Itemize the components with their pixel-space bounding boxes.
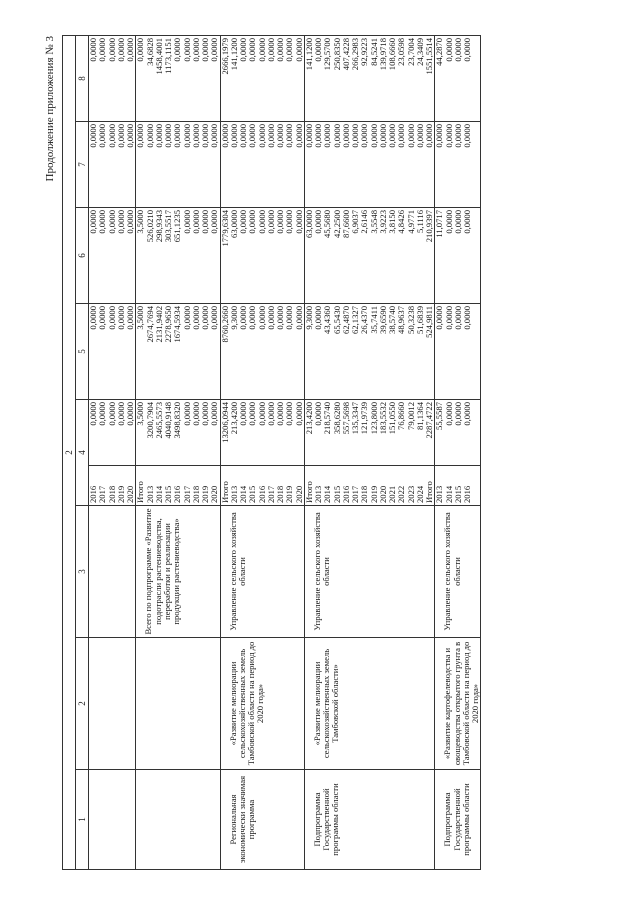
program-type-cell: Подпрограмма Государственной программы области xyxy=(435,770,481,870)
program-name-cell: «Развитие картофелеводства и овощеводства открытого грунта в Тамбовской области на период до 2020 года» xyxy=(435,638,481,770)
continuation-heading: Продолжение приложения № 3 xyxy=(44,36,56,182)
value-cell-c4: 55,5587 0,0000 0,0000 0,0000 xyxy=(435,400,481,466)
executor-cell xyxy=(89,506,136,638)
value-cell-c6: 1779,6304 63,0000 0,0000 0,0000 0,0000 0,0000 0,0000 0,0000 0,0000 xyxy=(220,208,304,304)
header-col-1: 1 xyxy=(76,770,89,870)
header-col-8: 8 xyxy=(76,35,89,121)
value-cell-c7: 0,0000 0,0000 0,0000 0,0000 xyxy=(435,122,481,208)
value-cell-c6: 11,0717 0,0000 0,0000 0,0000 xyxy=(435,208,481,304)
table-row xyxy=(435,35,481,869)
program-type-cell xyxy=(136,770,220,870)
value-cell-c4: 3,5000 3200,7904 2465,5573 4040,9148 3498,8320 0,0000 0,0000 0,0000 0,0000 xyxy=(136,400,220,466)
value-cell-c5: 9,3000 0,0000 43,4360 65,5430 62,4870 62,1327 26,4370 35,7411 39,6590 38,5740 48,9637 50,3238 51,6839 524,9811 xyxy=(304,304,435,400)
value-cell-c8: 0,0000 34,6828 1458,4001 1173,1151 0,0000 0,0000 0,0000 0,0000 0,0000 xyxy=(136,35,220,121)
year-cell: Итого 2013 2014 2015 2016 2017 2018 2019 2020 2021 2022 2023 2024 Итого xyxy=(304,466,435,506)
value-cell-c7: 0,0000 0,0000 0,0000 0,0000 0,0000 0,0000 0,0000 0,0000 0,0000 xyxy=(220,122,304,208)
header-span-cell: 2 xyxy=(63,35,76,869)
value-cell-c6: 0,0000 0,0000 0,0000 0,0000 0,0000 xyxy=(89,208,136,304)
program-name-cell xyxy=(89,638,136,770)
value-cell-c5: 0,0000 0,0000 0,0000 0,0000 0,0000 xyxy=(89,304,136,400)
year-cell: Итого 2013 2014 2015 2016 2017 2018 2019 2020 xyxy=(136,466,220,506)
header-row xyxy=(76,35,89,869)
header-col-4: 4 xyxy=(76,400,89,506)
year-cell: 2016 2017 2018 2019 2020 xyxy=(89,466,136,506)
program-name-cell: «Развитие мелиорации сельскохозяйственных земель Тамбовской области» xyxy=(304,638,435,770)
program-name-cell: «Развитие мелиорации сельскохозяйственных земель Тамбовской области на период до 2020 года» xyxy=(220,638,304,770)
value-cell-c7: 0,0000 0,0000 0,0000 0,0000 0,0000 0,0000 0,0000 0,0000 0,0000 xyxy=(136,122,220,208)
value-cell-c6: 63,0000 0,0000 45,5680 42,2500 87,6600 6,9037 2,6146 3,5548 3,9223 3,8150 4,8426 4,9771 5,1116 210,9397 xyxy=(304,208,435,304)
executor-cell: Управление сельского хозяйства области xyxy=(435,506,481,638)
table-row xyxy=(89,35,136,869)
year-cell: 2013 2014 2015 2016 xyxy=(435,466,481,506)
table-row xyxy=(304,35,435,869)
budget-table xyxy=(62,35,481,870)
header-col-2: 2 xyxy=(76,638,89,770)
table-row xyxy=(136,35,220,869)
value-cell-c8: 44,2870 0,0000 0,0000 0,0000 xyxy=(435,35,481,121)
value-cell-c5: 3,5000 2674,7694 2131,9402 2278,9650 1674,5934 0,0000 0,0000 0,0000 0,0000 xyxy=(136,304,220,400)
header-col-7: 7 xyxy=(76,122,89,208)
value-cell-c4: 213,4200 0,0000 218,5740 358,6280 557,5698 135,3347 121,9739 123,8000 183,5532 151,0550 76,8660 79,0012 81,1364 2287,4722 xyxy=(304,400,435,466)
program-type-cell: Региональная экономически значимая программа xyxy=(220,770,304,870)
value-cell-c6: 3,5000 526,0210 298,9343 303,5517 651,1235 0,0000 0,0000 0,0000 0,0000 xyxy=(136,208,220,304)
program-name-cell xyxy=(136,638,220,770)
value-cell-c8: 141,1200 0,0000 129,5700 250,8350 407,4228 266,2983 92,9223 84,5241 139,9718 108,6660 23,0598 23,7004 24,3409 1551,5514 xyxy=(304,35,435,121)
program-type-cell xyxy=(89,770,136,870)
value-cell-c8: 0,0000 0,0000 0,0000 0,0000 0,0000 xyxy=(89,35,136,121)
executor-cell: Управление сельского хозяйства области xyxy=(220,506,304,638)
value-cell-c8: 2666,1979 141,1200 0,0000 0,0000 0,0000 0,0000 0,0000 0,0000 0,0000 xyxy=(220,35,304,121)
value-cell-c5: 8760,2660 9,3000 0,0000 0,0000 0,0000 0,0000 0,0000 0,0000 0,0000 xyxy=(220,304,304,400)
executor-cell: Всего по подпрограмме «Развитие подотрасли растениеводства, переработки и реализации продукции растениеводства» xyxy=(136,506,220,638)
header-span-row xyxy=(63,35,76,869)
value-cell-c5: 0,0000 0,0000 0,0000 0,0000 xyxy=(435,304,481,400)
value-cell-c7: 0,0000 0,0000 0,0000 0,0000 0,0000 0,0000 0,0000 0,0000 0,0000 0,0000 0,0000 0,0000 0,0000 0,0000 xyxy=(304,122,435,208)
year-cell: Итого 2013 2014 2015 2016 2017 2018 2019 2020 xyxy=(220,466,304,506)
value-cell-c7: 0,0000 0,0000 0,0000 0,0000 0,0000 xyxy=(89,122,136,208)
header-col-6: 6 xyxy=(76,208,89,304)
header-col-5: 5 xyxy=(76,304,89,400)
program-type-cell: Подпрограмма Государственной программы области xyxy=(304,770,435,870)
header-col-3: 3 xyxy=(76,506,89,638)
value-cell-c4: 13206,0944 213,4200 0,0000 0,0000 0,0000 0,0000 0,0000 0,0000 0,0000 xyxy=(220,400,304,466)
value-cell-c4: 0,0000 0,0000 0,0000 0,0000 0,0000 xyxy=(89,400,136,466)
table-row xyxy=(220,35,304,869)
executor-cell: Управление сельского хозяйства области xyxy=(304,506,435,638)
rotated-sheet xyxy=(40,30,600,870)
